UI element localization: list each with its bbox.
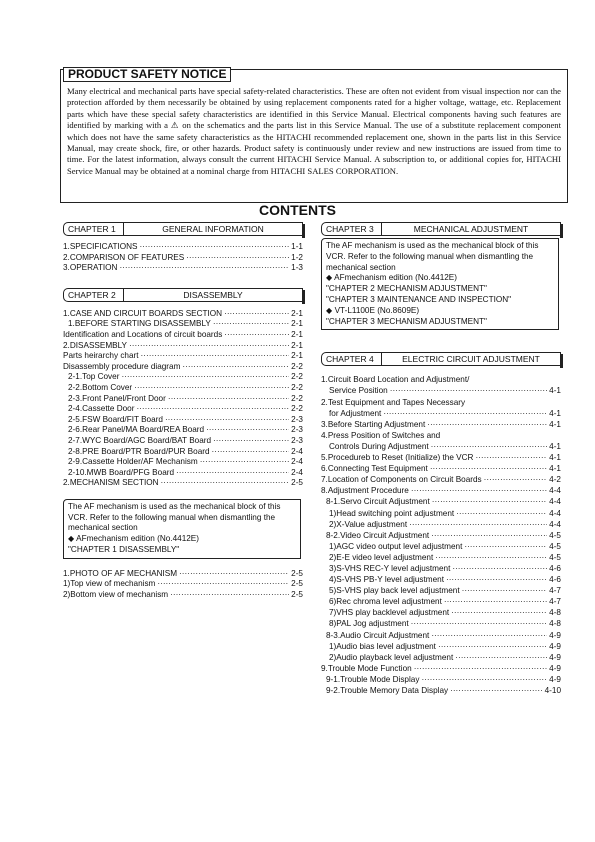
toc-entry-title: 7.Location of Components on Circuit Boards: [321, 475, 482, 485]
toc-entry-title: 1.SPECIFICATIONS: [63, 242, 138, 251]
toc-entry: [321, 652, 561, 663]
left-column: [63, 222, 303, 601]
toc-entry-title: 4)S-VHS PB-Y level adjustment: [329, 575, 444, 585]
toc-entry-title: 5.Procedureb to Reset (Initialize) the VCR: [321, 453, 474, 463]
toc-entry-page: 2-3: [291, 425, 303, 435]
toc-entry-page: 2-4: [291, 446, 303, 456]
toc-leader-dots: [438, 641, 547, 652]
toc-entry: [63, 351, 303, 362]
toc-entry: [63, 263, 303, 274]
toc-leader-dots: [157, 579, 289, 590]
toc-entry-page: 4-1: [549, 464, 561, 474]
toc-entry: [63, 425, 303, 436]
toc-entry: [63, 362, 303, 373]
toc-entry-title: 2-1.Top Cover: [68, 372, 120, 382]
toc-leader-dots: [161, 478, 290, 489]
toc-entry-title: 1.CASE AND CIRCUIT BOARDS SECTION: [63, 308, 223, 318]
toc-leader-dots: [430, 463, 547, 474]
toc-entry-page: 2-1: [291, 319, 303, 329]
toc-leader-dots: [186, 253, 289, 264]
toc-leader-dots: [179, 569, 289, 580]
chapter-2-note-line2: "CHAPTER 1 DISASSEMBLY": [68, 545, 180, 555]
toc-entry-title: Controls During Adjustment: [329, 441, 429, 451]
toc-entry-title: 2)X-Value adjustment: [329, 519, 408, 529]
toc-entry: [63, 569, 303, 580]
chapter-1-number: CHAPTER 1: [64, 223, 124, 235]
toc-entry-title: Disassembly procedure diagram: [63, 361, 181, 371]
toc-entry: [321, 685, 561, 696]
toc-leader-dots: [141, 351, 290, 362]
chapter-3-note-line1: ◆ AFmechanism edition (No.4412E): [326, 273, 554, 284]
toc-entry-title: 8)PAL Jog adjustment: [329, 619, 409, 629]
toc-entry: [63, 457, 303, 468]
toc-entry-title: 1.BEFORE STARTING DISASSEMBLY: [68, 319, 211, 329]
toc-leader-dots: [134, 383, 289, 394]
toc-entry-title: for Adjustment: [329, 408, 382, 418]
toc-entry-title: 6)Rec chroma level adjustment: [329, 597, 442, 607]
toc-entry: [63, 579, 303, 590]
toc-entry: [321, 519, 561, 530]
toc-entry: [63, 468, 303, 479]
toc-entry: [63, 415, 303, 426]
toc-entry-page: 2-5: [291, 478, 303, 488]
toc-entry-page: 4-5: [549, 541, 561, 551]
toc-entry: [321, 508, 561, 519]
chapter-3-note-text: The AF mechanism is used as the mechanical block of this VCR. Refer to the following manual when dismantling the mechanical section: [326, 241, 539, 272]
toc-entry-title: 1)Audio bias level adjustment: [329, 641, 436, 651]
toc-entry-page: 4-1: [549, 408, 561, 418]
toc-leader-dots: [224, 309, 289, 320]
chapter-2-note-text: The AF mechanism is used as the mechanical block of this VCR. Refer to the following manual when dismantling the mechanical section: [68, 501, 281, 533]
toc-leader-dots: [455, 652, 547, 663]
toc-entry-title: 2.MECHANISM SECTION: [63, 478, 159, 488]
toc-entry: [63, 590, 303, 601]
toc-leader-dots: [383, 408, 547, 419]
toc-entry: [63, 242, 303, 253]
toc-entry-page: 4-4: [549, 497, 561, 507]
toc-entry: [321, 430, 561, 441]
toc-leader-dots: [168, 394, 289, 405]
toc-leader-dots: [411, 618, 548, 629]
toc-entry-title: Identification and Locations of circuit boards: [63, 329, 223, 339]
toc-leader-dots: [224, 330, 289, 341]
toc-entry-title: 2.COMPARISON OF FEATURES: [63, 252, 185, 262]
toc-entry-page: 2-1: [291, 308, 303, 318]
toc-entry-title: Service Position: [329, 386, 388, 396]
toc-entry-title: 2-6.Rear Panel/MA Board/REA Board: [68, 425, 205, 435]
chapter-2-title: DISASSEMBLY: [183, 289, 243, 300]
toc-entry-title: 2-5.FSW Board/FIT Board: [68, 414, 163, 424]
toc-entry-page: 1-1: [291, 242, 303, 251]
toc-entry-page: 4-4: [549, 486, 561, 496]
chapter-3-note-line3: "CHAPTER 3 MAINTENANCE AND INSPECTION": [326, 294, 512, 304]
toc-entry-page: 2-2: [291, 361, 303, 371]
toc-entry: [321, 452, 561, 463]
toc-entry-page: 2-2: [291, 382, 303, 392]
toc-leader-dots: [431, 441, 547, 452]
toc-entry: [63, 383, 303, 394]
toc-leader-dots: [165, 415, 289, 426]
toc-leader-dots: [462, 585, 548, 596]
chapter-1-title: GENERAL INFORMATION: [162, 224, 264, 234]
toc-entry-title: 2-9.Cassette Holder/AF Mechanism: [68, 457, 198, 467]
toc-entry: [321, 441, 561, 452]
toc-entry: [321, 463, 561, 474]
toc-entry: [321, 397, 561, 408]
toc-entry-page: 2-1: [291, 329, 303, 339]
chapter-3-title: MECHANICAL ADJUSTMENT: [413, 224, 529, 234]
toc-entry-page: 4-5: [549, 530, 561, 540]
contents-title: CONTENTS: [259, 202, 336, 218]
toc-entry: [321, 385, 561, 396]
toc-leader-dots: [212, 447, 290, 458]
toc-entry-title: 1)Top view of mechanism: [63, 579, 156, 589]
toc-entry-page: 2-2: [291, 404, 303, 414]
toc-entry-page: 2-1: [291, 340, 303, 350]
toc-leader-dots: [182, 362, 289, 373]
toc-entry-title: 2-7.WYC Board/AGC Board/BAT Board: [68, 435, 212, 445]
chapter-2-header: [63, 288, 303, 302]
toc-entry: [321, 541, 561, 552]
chapter-3-note-box: [321, 238, 559, 330]
toc-entry-page: 2-1: [291, 351, 303, 361]
toc-leader-dots: [427, 419, 547, 430]
chapter-4-list: [321, 374, 561, 696]
toc-entry-page: 2-3: [291, 414, 303, 424]
toc-entry: [63, 372, 303, 383]
toc-entry: [321, 630, 561, 641]
right-column: [321, 222, 561, 696]
toc-entry-title: 3.Before Starting Adjustment: [321, 419, 426, 429]
toc-entry: [321, 574, 561, 585]
toc-entry-title: 3)S-VHS REC-Y level adjustment: [329, 563, 451, 573]
toc-entry: [63, 436, 303, 447]
toc-entry-title: 6.Connecting Test Equipment: [321, 464, 428, 474]
toc-entry-title: Parts heirarchy chart: [63, 351, 139, 361]
toc-entry: [321, 485, 561, 496]
toc-entry: [321, 474, 561, 485]
toc-leader-dots: [464, 541, 547, 552]
toc-entry: [63, 341, 303, 352]
toc-entry: [63, 404, 303, 415]
toc-entry-title: 2-2.Bottom Cover: [68, 382, 133, 392]
toc-leader-dots: [450, 685, 543, 696]
toc-entry: [321, 607, 561, 618]
toc-entry: [321, 618, 561, 629]
chapter-4-title: ELECTRIC CIRCUIT ADJUSTMENT: [402, 354, 540, 365]
toc-entry: [321, 641, 561, 652]
toc-entry: [63, 253, 303, 264]
toc-leader-dots: [432, 496, 547, 507]
toc-leader-dots: [414, 663, 547, 674]
toc-entry-title: 2-8.PRE Board/PTR Board/PUR Board: [68, 446, 210, 456]
toc-entry-page: 2-2: [291, 372, 303, 382]
toc-entry: [321, 563, 561, 574]
toc-entry-title: 2)Audio playback level adjustment: [329, 652, 454, 662]
toc-entry: [321, 596, 561, 607]
toc-entry-title: 9-2.Trouble Memory Data Display: [326, 686, 449, 695]
toc-leader-dots: [129, 341, 289, 352]
toc-entry-page: 4-4: [549, 519, 561, 529]
toc-entry: [321, 374, 561, 385]
chapter-3-note-line4: ◆ VT-L1100E (No.8609E): [326, 306, 554, 317]
toc-leader-dots: [121, 372, 289, 383]
toc-leader-dots: [431, 630, 547, 641]
notice-body: Many electrical and mechanical parts have special safety-related characteristics. These are often not evident from visual inspection nor can the protection afforded by them necessarily be obtained by using replacement components rated for a higher voltage, wattage, etc. Replacement parts which have these special safety characteristics are identified in this Service Manual. Electrical components having such features are identified by marking with a ⚠ on the schematics and the parts list in this Service Manual. The use of a substitute replacement component which does not have the same safety characteristics as the HITACHI recommended replacement one, shown in the parts list in this Service Manual, may create shock, fire, or other hazards. Product safety is continuously under review and new instructions are issued from time to time. For the latest information, always consult the current HITACHI Service Manual. A subscription to, or additional copies for, HITACHI Service Manual may be obtained at a nominal charge from HITACHI SALES CORPORATION.: [67, 86, 561, 176]
toc-entry: [63, 394, 303, 405]
toc-entry: [321, 663, 561, 674]
toc-entry-page: 2-5: [291, 579, 303, 589]
toc-entry-title: 2.Test Equipment and Tapes Necessary: [321, 397, 466, 407]
chapter-4-header: [321, 352, 561, 366]
toc-leader-dots: [213, 436, 289, 447]
toc-entry-page: 4-6: [549, 575, 561, 585]
toc-entry-page: 4-4: [549, 508, 561, 518]
toc-leader-dots: [446, 574, 547, 585]
chapter-2-number: CHAPTER 2: [64, 289, 124, 301]
toc-entry-page: 4-5: [549, 552, 561, 562]
toc-entry: [63, 309, 303, 320]
chapter-3-note-line5: "CHAPTER 3 MECHANISM ADJUSTMENT": [326, 316, 487, 326]
toc-entry-page: 2-5: [291, 590, 303, 600]
toc-leader-dots: [213, 319, 289, 330]
toc-entry: [321, 419, 561, 430]
toc-entry-page: 4-9: [549, 641, 561, 651]
toc-entry: [321, 585, 561, 596]
toc-entry: [63, 478, 303, 489]
toc-entry-title: 2)E-E video level adjustment: [329, 552, 434, 562]
toc-entry-title: 1)Head switching point adjustment: [329, 508, 455, 518]
toc-entry: [321, 530, 561, 541]
toc-leader-dots: [170, 590, 289, 601]
toc-entry-page: 1-3: [291, 263, 303, 273]
chapter-2-list-2: [63, 569, 303, 601]
toc-leader-dots: [444, 596, 547, 607]
toc-entry-page: 4-1: [549, 386, 561, 396]
toc-entry-title: 2-4.Cassette Door: [68, 404, 135, 414]
chapter-4-number: CHAPTER 4: [322, 353, 382, 365]
toc-entry-title: 1.Circuit Board Location and Adjustment/: [321, 375, 470, 385]
toc-leader-dots: [421, 674, 547, 685]
toc-entry-page: 4-9: [549, 674, 561, 684]
toc-entry-page: 2-2: [291, 393, 303, 403]
toc-entry-page: 1-2: [291, 252, 303, 262]
toc-entry-title: 2-10.MWB Board/PFG Board: [68, 467, 175, 477]
toc-leader-dots: [409, 519, 547, 530]
toc-entry-title: 2)Bottom view of mechanism: [63, 590, 169, 600]
chapter-2-list: [63, 309, 303, 489]
chapter-3-header: [321, 222, 561, 236]
toc-leader-dots: [200, 457, 289, 468]
toc-entry: [321, 674, 561, 685]
toc-entry-page: 4-7: [549, 597, 561, 607]
toc-entry-page: 4-6: [549, 563, 561, 573]
toc-entry-title: 8.Adjustment Procedure: [321, 486, 409, 496]
toc-entry-page: 4-1: [549, 453, 561, 463]
toc-leader-dots: [475, 452, 547, 463]
toc-entry-title: 1.PHOTO OF AF MECHANISM: [63, 568, 178, 578]
toc-leader-dots: [136, 404, 289, 415]
toc-entry: [321, 408, 561, 419]
toc-entry-page: 4-8: [549, 608, 561, 618]
product-safety-notice: [60, 69, 568, 203]
toc-entry-title: 9.Trouble Mode Function: [321, 663, 412, 673]
toc-leader-dots: [119, 263, 289, 274]
toc-entry-title: 9-1.Trouble Mode Display: [326, 674, 420, 684]
toc-entry-page: 4-10: [544, 686, 561, 695]
chapter-1-header: [63, 222, 303, 236]
toc-entry-title: 2.DISASSEMBLY: [63, 340, 128, 350]
toc-entry-title: 7)VHS play backlevel adjustment: [329, 608, 450, 618]
toc-entry: [63, 319, 303, 330]
toc-leader-dots: [484, 474, 548, 485]
toc-entry-page: 4-7: [549, 586, 561, 596]
toc-leader-dots: [435, 552, 547, 563]
toc-entry-page: 2-4: [291, 467, 303, 477]
toc-entry-title: 8-2.Video Circuit Adjustment: [326, 530, 430, 540]
toc-entry-title: 4.Press Position of Switches and: [321, 430, 441, 440]
toc-entry-page: 4-9: [549, 663, 561, 673]
toc-leader-dots: [431, 530, 547, 541]
toc-entry: [321, 552, 561, 563]
toc-leader-dots: [206, 425, 289, 436]
chapter-3-number: CHAPTER 3: [322, 223, 382, 235]
toc-entry-title: 1)AGC video output level adjustment: [329, 541, 463, 551]
toc-entry-page: 4-8: [549, 619, 561, 629]
toc-entry-page: 4-2: [549, 475, 561, 485]
toc-leader-dots: [452, 563, 547, 574]
toc-entry-page: 2-3: [291, 435, 303, 445]
toc-entry-page: 4-9: [549, 652, 561, 662]
toc-leader-dots: [456, 508, 547, 519]
toc-entry: [63, 447, 303, 458]
toc-entry-title: 8-3.Audio Circuit Adjustment: [326, 630, 430, 640]
toc-entry-title: 8-1.Servo Circuit Adjustment: [326, 497, 430, 507]
toc-entry-page: 4-1: [549, 441, 561, 451]
notice-title: PRODUCT SAFETY NOTICE: [63, 67, 231, 82]
toc-entry-page: 2-5: [291, 568, 303, 578]
chapter-2-note-line1: ◆ AFmechanism edition (No.4412E): [68, 534, 296, 545]
toc-entry: [63, 330, 303, 341]
toc-leader-dots: [176, 468, 289, 479]
chapter-2-note-box: [63, 499, 301, 559]
toc-entry-title: 5)S-VHS play back level adjustment: [329, 586, 460, 596]
chapter-3-note-line2: "CHAPTER 2 MECHANISM ADJUSTMENT": [326, 284, 487, 294]
chapter-1-list: [63, 242, 303, 274]
toc-entry-title: 2-3.Front Panel/Front Door: [68, 393, 166, 403]
toc-entry: [321, 496, 561, 507]
toc-leader-dots: [411, 485, 547, 496]
toc-leader-dots: [451, 607, 547, 618]
toc-entry-page: 2-4: [291, 457, 303, 467]
toc-leader-dots: [390, 385, 547, 396]
toc-leader-dots: [139, 242, 289, 253]
toc-entry-title: 3.OPERATION: [63, 263, 118, 273]
toc-entry-page: 4-1: [549, 419, 561, 429]
toc-entry-page: 4-9: [549, 630, 561, 640]
